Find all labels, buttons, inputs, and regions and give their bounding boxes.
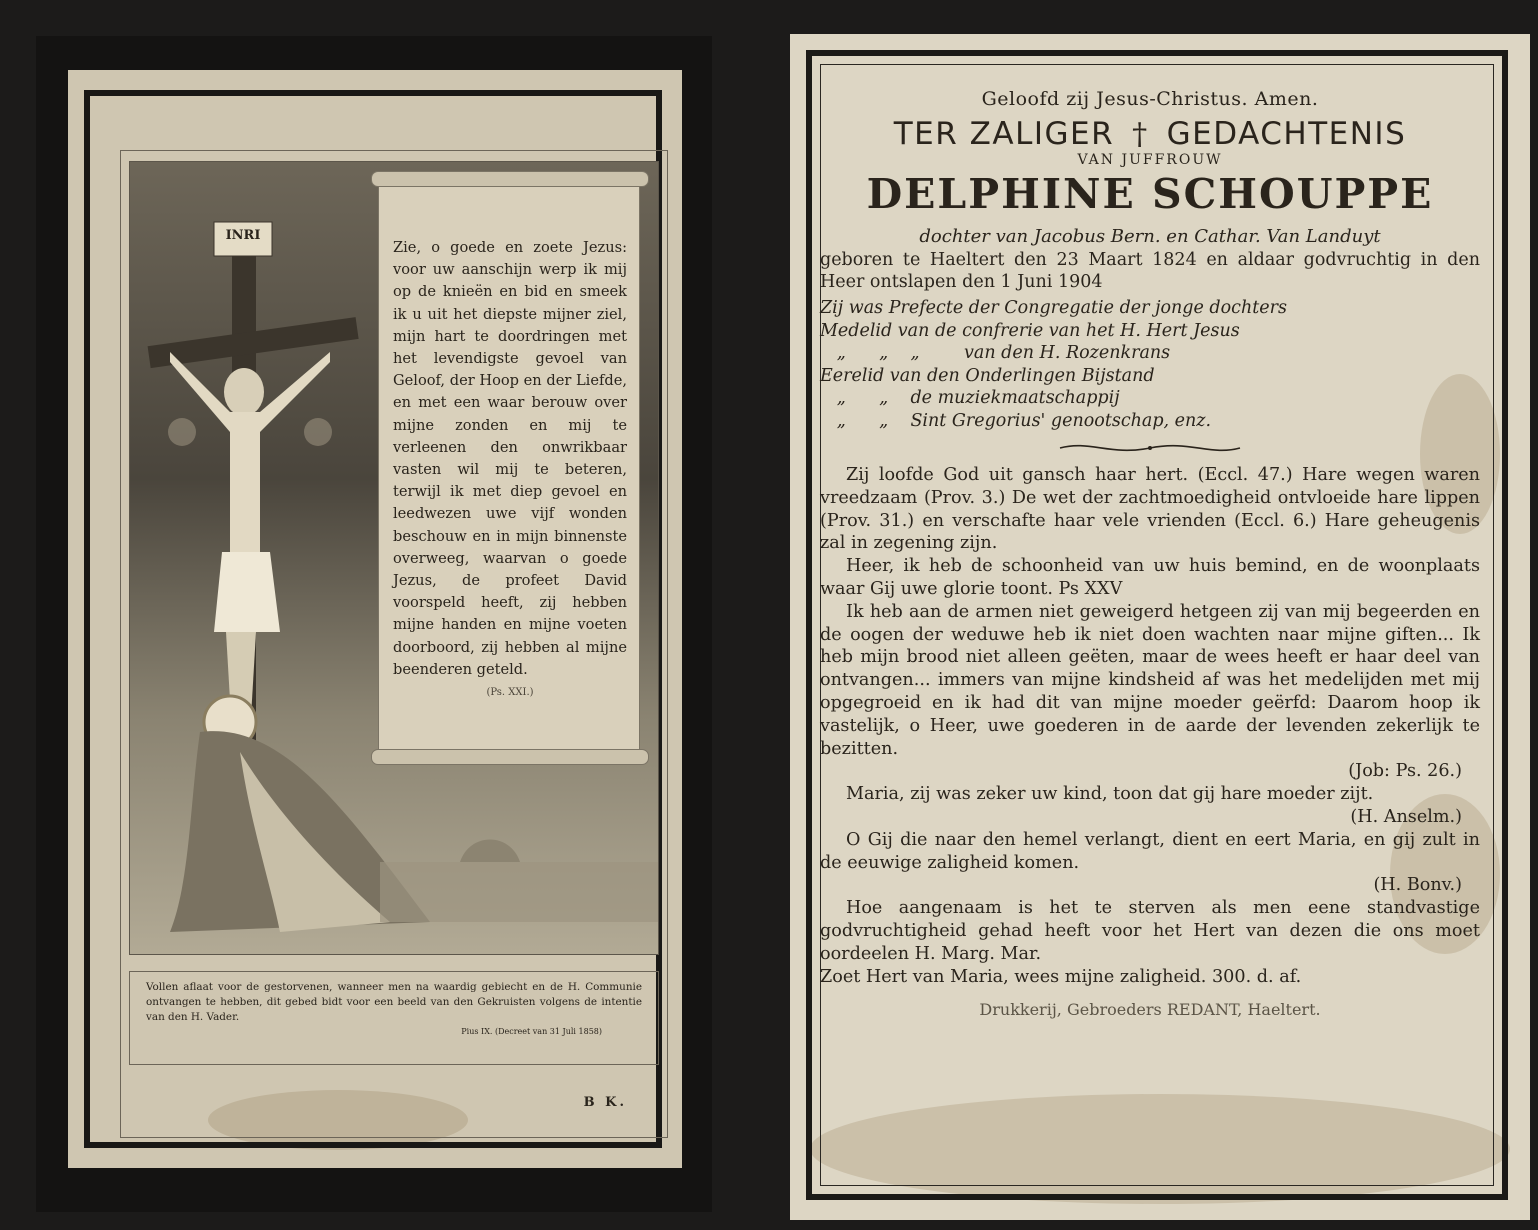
role-line: „ „ de muziekmaatschappij — [820, 388, 1120, 408]
prayer-text: Zie, o goede en zoete Jezus: voor uw aanschijn werp ik mij op de knieën en bid en smeek ik u uit het diepste mijner ziel, mijn hart te doordringen met het levendigste gevoel van Geloof, der Hoop en der Liefde, en met een waar berouw over mijne zonden en mij te verleenen den onwrikbaar vasten wil mij te beteren, terwijl ik met diep gevoel en leedwezen uwe vijf wonden beschouw en in mijn binnenste overweeg, waarvan o goede Jezus, de profeet David voorspeld heeft, zij hebben mijne handen en mijne voeten doorboord, zij hebben al mijne beenderen geteld. — [393, 239, 627, 678]
scroll-bottom-roll — [371, 749, 649, 765]
prayer-scroll — [378, 178, 640, 758]
left-card-paper — [68, 70, 682, 1168]
prayer-reference: (Ps. XXI.) — [486, 687, 534, 699]
paragraph: Maria, zij was zeker uw kind, toon dat gij hare moeder zijt. — [846, 784, 1374, 805]
paragraph: O Gij die naar den hemel verlangt, dient en eert Maria, en gij zult in de eeuwige zaligheid komen. — [820, 829, 1480, 873]
reference-job: (Job: Ps. 26.) — [1348, 761, 1462, 782]
cross-icon: † — [1132, 116, 1149, 152]
left-card-border — [84, 90, 662, 1148]
printer-mark: B K. — [583, 1095, 627, 1110]
left-card-inner-frame — [120, 150, 668, 1138]
paragraph: Hoe aangenaam is het te sterven als men eene standvastige godvruchtigheid gehad heeft voor het Hert van dezen die ons moet oordeelen H. Marg. Mar. — [820, 898, 1480, 964]
indulgence-text: Vollen aflaat voor de gestorvenen, wanneer men na waardig gebiecht en de H. Communie ontvangen te hebben, dit gebed bidt voor een beeld van den Gekruisten volgens de intentie van den H. Vader. — [146, 981, 642, 1023]
paragraph: Zoet Hert van Maria, wees mijne zaligheid. 300. d. af. — [820, 966, 1302, 987]
van-juffrouw: VAN JUFFROUW — [1077, 152, 1223, 168]
invocation: Geloofd zij Jesus-Christus. Amen. — [981, 88, 1319, 110]
reference-bonv: (H. Bonv.) — [1373, 875, 1462, 896]
birth-death-line: geboren te Haeltert den 23 Maart 1824 en aldaar godvruchtig in den Heer ontslapen den 1 Juni 1904 — [820, 250, 1480, 292]
ornament-divider — [1050, 440, 1250, 456]
cross-inscription: INRI — [225, 228, 261, 243]
role-line: „ „ Sint Gregorius' genootschap, enz. — [820, 410, 1212, 431]
obituary-content — [820, 88, 1480, 1019]
printer-line: Drukkerij, Gebroeders REDANT, Haeltert. — [979, 1000, 1321, 1020]
parents-line: dochter van Jacobus Bern. en Cathar. Van Landuyt — [919, 226, 1381, 247]
memorial-heading-left: TER ZALIGER — [893, 116, 1115, 152]
role-line: Medelid van de confrerie van het H. Hert Jesus — [820, 320, 1240, 341]
role-line: Zij was Prefecte der Congregatie der jonge dochters — [820, 298, 1287, 318]
role-line: „ „ „ van den H. Rozenkrans — [820, 343, 1171, 363]
reference-anselm: (H. Anselm.) — [1350, 806, 1462, 827]
obituary-body — [820, 464, 1480, 988]
left-card — [36, 36, 712, 1212]
paragraph: Ik heb aan de armen niet geweigerd hetgeen zij van mij begeerden en de oogen der weduwe heb ik niet doen wachten naar mijne giften... Ik heb mijn brood niet alleen geëten, maar de wees heeft er haar deel van ontvangen... immers van mijne kindsheid af was het medelijden met mij opgegroeid en ik had dit van mijne moeder geërfd: Daarom hoop ik vastelijk, o Heer, uwe goederen in de aarde der levenden zekerlijk te bezitten. — [820, 601, 1480, 759]
roles-list — [820, 297, 1480, 432]
paragraph: Heer, ik heb de schoonheid van uw huis bemind, en de woonplaats waar Gij uwe glorie toont. Ps XXV — [820, 556, 1480, 599]
scroll-top-roll — [371, 171, 649, 187]
right-card — [790, 34, 1530, 1220]
deceased-name: DELPHINE SCHOUPPE — [866, 170, 1434, 218]
paragraph: Zij loofde God uit gansch haar hert. (Eccl. 47.) Hare wegen waren vreedzaam (Prov. 3.) De wet der zachtmoedigheid ontvloeide hare lippen (Prov. 31.) en verschafte haar vele vrienden (Eccl. 6.) Hare geheugenis zal in zegening zijn. — [820, 465, 1480, 554]
indulgence-reference: Pius IX. (Decreet van 31 Juli 1858) — [461, 1027, 602, 1036]
memorial-heading — [820, 116, 1480, 152]
role-line: Eerelid van den Onderlingen Bijstand — [820, 365, 1155, 386]
indulgence-box — [129, 971, 659, 1065]
crucifixion-illustration — [129, 161, 659, 955]
memorial-heading-right: GEDACHTENIS — [1166, 116, 1407, 152]
